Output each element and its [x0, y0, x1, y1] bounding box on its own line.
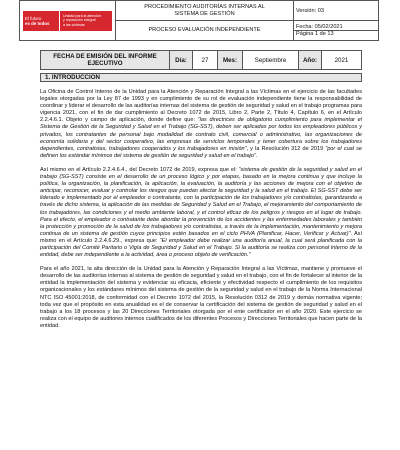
month-value: Septiembre [243, 51, 299, 70]
logo-org-line-3: a las víctimas [63, 22, 85, 27]
document-body [40, 89, 362, 337]
year-label: Año: [299, 51, 322, 70]
paragraph-1-quote-a: “las directrices de obligatorio cumplimiento para implementar el Sistema de Gestión de la Seguridad y Salud en el Trabajo (SG-SST), deben ser aplicadas por todos los empleadores públicos y privados, los contratantes de personal bajo modalidad de contrato civil, comercial o administrativo, las organizaciones de economía solidaria y del sector cooperativo, las empresas de servicios temporales y tener cobertura sobre los trabajadores dependientes, contratistas, trabajadores cooperados y los trabajadores en misión” [40, 117, 362, 152]
month-label: Mes: [218, 51, 243, 70]
logo-org-line-1: Unidad para la atención [63, 13, 101, 18]
paragraph-2-quote-a: “sistema de gestión de la seguridad y salud en el trabajo (SG-SST) consiste en el desarrollo de un proceso lógico y por etapas, basado en la mejora continua y que incluye la política, la organización, la planificación, la aplicación, la evaluación, la auditoría y las acciones de mejora con el objetivo de anticipar, reconocer, evaluar y controlar los riesgos que puedan afectar la seguridad y la salud en el trabajo. El SG-SST debe ser liderado e implementado por el empleador o contratante, con la participación de los trabajadores y/o contratistas, garantizando a través de dicho sistema, la aplicación de las medidas de Seguridad y Salud en el Trabajo, el mejoramiento del comportamiento de los trabajadores, las condiciones y el medio ambiente laboral, y el control eficaz de los peligros y riesgos en el lugar de trabajo. Para el efecto, el empleador o contratante debe abordar la prevención de los accidentes y las enfermedades laborales y también la protección y promoción de la salud de los trabajadores y/o contratistas, a través de la implementación, mantenimiento y mejora continua de un sistema de gestión cuyos principios estén basados en el ciclo PHVA (Planificar, Hacer, Verificar y Actuar)” [40, 166, 363, 237]
page-number-text: Página 1 de 13 [294, 30, 378, 37]
logo-line-2: es de todos [25, 20, 50, 26]
logo-line-1: El futuro [25, 15, 42, 21]
paragraph-2-text-a: Así mismo en el Artículo 2.2.4.6.4., del Decreto 1072 de 2019, expresa que el: [40, 166, 239, 173]
procedure-title [116, 1, 294, 21]
paragraph-2-quote-b: “El empleador debe realizar una auditoría anual, la cual será planificada con la participación del Comité Paritario o Vigía de Seguridad y Salud en el Trabajo. Si la auditoría se realiza con personal interno de la entidad, debe ser independiente a la actividad, área o proceso objeto de verificación.” [40, 237, 362, 259]
document-header-table [19, 0, 379, 41]
paragraph-2-text-b: . Así mismo en el Artículo 2.2.4.6.29., expresa que: [40, 230, 362, 244]
procedure-title-line-1: PROCEDIMIENTO AUDITORÍAS INTERNAS AL [144, 3, 265, 10]
year-value: 2021 [322, 51, 362, 70]
version-text: Versión: 03 [296, 7, 324, 14]
procedure-title-line-2: SISTEMA DE GESTIÓN [174, 10, 235, 17]
logo-org-line-2: y reparación integral [63, 18, 96, 23]
date-page-cell [294, 21, 379, 41]
day-value: 27 [193, 51, 218, 70]
logo-org-block [60, 11, 112, 31]
paragraph-1-quote-b: “por el cual se definen los estándar mínimos del sistema de gestión de seguridad y salud en el trabajo”. [40, 145, 362, 159]
paragraph-3: Para el año 2021, la alta dirección de la Unidad para la Atención y Reparación Integral a las Víctimas, mantiene y promueve el desarrollo de las auditorías internas al sistema de gestión de seguridad y salud en el trabajo, con el fin de fortalecer al interior de la entidad la implementación del sistema y evidenciar su eficacia, eficiente y efectividad respecto el cumplimiento de los requisitos organizacionales y los estándares mínimos del sistema de gestión de la seguridad y salud en el trabajo de la Norma Internacional NTC ISO 45001:2018, de conformidad con el Decreto 1072 del 2015, la Resolución 0312 de 2019 y demás normativa vigente; toda vez que el propósito en esta anualidad es el de conservar la certificación del sistema de gestión de seguridad y salud en el trabajo a los 18 procesos y las 20 Direcciones Territoriales otorgada por el ente certificador en el año 2020. Este ejercicio se realiza con el equipo de auditores internos cualificados de los diferentes Procesos y Direcciones Territoriales que hacen parte de la entidad. [40, 266, 362, 329]
paragraph-1-text-b: , y la Resolución 312 de 2019 [246, 145, 326, 152]
paragraph-2 [40, 167, 362, 259]
logo-cell [20, 1, 116, 41]
paragraph-1 [40, 89, 362, 160]
fecha-text: Fecha: 05/02/2021 [296, 24, 343, 30]
process-subtitle [116, 21, 294, 41]
emission-label [41, 51, 170, 70]
emission-label-line-1: FECHA DE EMISIÓN DEL INFORME [53, 53, 157, 60]
section-heading-introduccion: 1. INTRODUCCION [40, 73, 362, 82]
entity-logo [23, 10, 112, 32]
paragraph-1-text-a: La Oficina de Control Interno de la Unidad para la Atención y Reparación Integral a las Víctimas en el ejercicio de las facultades legales otorgadas por la Ley 87 de 1993 y en cumplimiento de su rol de evaluación independiente tiene la responsabilidad de coordinar y liderar el desarrollo de las auditorías internas del sistema de gestión de seguridad y salud en el trabajo programas para vigencia 2021, con el fin de dar cumplimiento al Decreto 1072 de 2015, Libro 2, Parte 2, Título 4, Capítulo 6, en el Artículo 2.2.4.6.1. Objeto y campo de aplicación, donde define que: [40, 89, 362, 124]
emission-label-line-2: EJECUTIVO [87, 60, 123, 67]
version-cell [294, 1, 379, 21]
day-label: Día: [170, 51, 193, 70]
logo-brand-block [23, 11, 59, 31]
emission-date-table [40, 50, 362, 70]
process-subtitle-text: PROCESO EVALUACIÓN INDEPENDIENTE [148, 27, 261, 34]
